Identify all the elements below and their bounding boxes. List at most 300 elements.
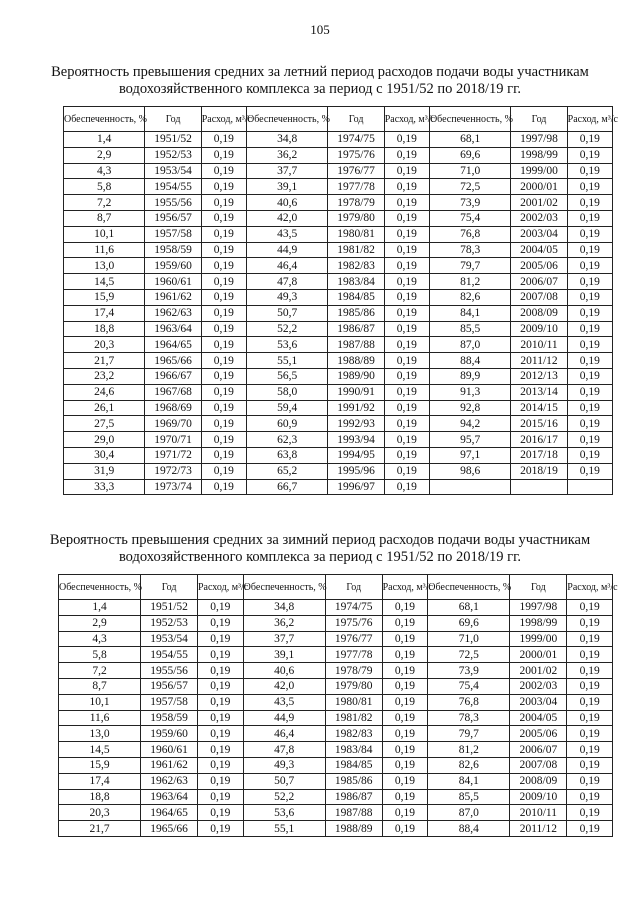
flow-cell: 0,19 bbox=[201, 432, 246, 448]
probability-cell: 56,5 bbox=[246, 368, 327, 384]
year-cell: 1960/61 bbox=[141, 742, 198, 758]
flow-cell: 0,19 bbox=[567, 416, 612, 432]
flow-cell: 0,19 bbox=[567, 384, 612, 400]
col-header-flow: Расход, м³/с bbox=[567, 575, 613, 600]
table-row bbox=[64, 274, 613, 290]
year-cell: 2006/07 bbox=[510, 742, 567, 758]
flow-cell: 0,19 bbox=[382, 600, 428, 616]
year-cell: 1977/78 bbox=[328, 179, 384, 195]
flow-cell: 0,19 bbox=[201, 463, 246, 479]
year-cell: 1976/77 bbox=[328, 163, 384, 179]
year-cell: 1996/97 bbox=[328, 479, 384, 495]
probability-cell: 11,6 bbox=[64, 242, 145, 258]
probability-cell: 88,4 bbox=[429, 353, 510, 369]
flow-cell: 0,19 bbox=[197, 789, 243, 805]
table-row bbox=[59, 805, 613, 821]
flow-cell: 0,19 bbox=[201, 210, 246, 226]
flow-cell: 0,19 bbox=[201, 195, 246, 211]
flow-cell: 0,19 bbox=[197, 647, 243, 663]
flow-cell: 0,19 bbox=[567, 368, 612, 384]
year-cell: 1984/85 bbox=[328, 289, 384, 305]
flow-cell: 0,19 bbox=[567, 321, 612, 337]
flow-cell: 0,19 bbox=[384, 321, 429, 337]
table-row bbox=[59, 631, 613, 647]
probability-cell: 42,0 bbox=[246, 210, 327, 226]
flow-cell: 0,19 bbox=[197, 600, 243, 616]
probability-cell: 84,1 bbox=[429, 305, 510, 321]
year-cell: 1957/58 bbox=[145, 226, 201, 242]
flow-cell: 0,19 bbox=[567, 163, 612, 179]
flow-cell: 0,19 bbox=[567, 757, 613, 773]
year-cell: 1990/91 bbox=[328, 384, 384, 400]
year-cell: 1971/72 bbox=[145, 447, 201, 463]
flow-cell: 0,19 bbox=[384, 210, 429, 226]
probability-cell: 37,7 bbox=[246, 163, 327, 179]
flow-cell: 0,19 bbox=[201, 416, 246, 432]
probability-cell: 65,2 bbox=[246, 463, 327, 479]
winter-title-line-2: водохозяйственного комплекса за период с 1951/52 по 2018/19 гг. bbox=[118, 549, 522, 565]
probability-cell: 29,0 bbox=[64, 432, 145, 448]
year-cell: 2007/08 bbox=[510, 757, 567, 773]
flow-cell: 0,19 bbox=[384, 368, 429, 384]
summer-table-body bbox=[64, 132, 613, 495]
probability-cell: 84,1 bbox=[428, 773, 510, 789]
year-cell: 1964/65 bbox=[145, 337, 201, 353]
winter-table-body bbox=[59, 600, 613, 837]
flow-cell: 0,19 bbox=[382, 615, 428, 631]
probability-cell: 52,2 bbox=[246, 321, 327, 337]
probability-cell: 95,7 bbox=[429, 432, 510, 448]
col-header-year: Год bbox=[325, 575, 382, 600]
flow-cell: 0,19 bbox=[567, 432, 612, 448]
probability-cell: 82,6 bbox=[429, 289, 510, 305]
year-cell: 2004/05 bbox=[511, 242, 567, 258]
flow-cell: 0,19 bbox=[384, 432, 429, 448]
year-cell: 1958/59 bbox=[145, 242, 201, 258]
probability-cell: 87,0 bbox=[428, 805, 510, 821]
probability-cell: 42,0 bbox=[243, 678, 325, 694]
year-cell: 1974/75 bbox=[328, 132, 384, 148]
year-cell bbox=[511, 479, 567, 495]
col-header-probability: Обеспеченность, % bbox=[59, 575, 141, 600]
year-cell: 1989/90 bbox=[328, 368, 384, 384]
col-header-flow: Расход, м³/с bbox=[384, 107, 429, 132]
year-cell: 1987/88 bbox=[328, 337, 384, 353]
flow-cell: 0,19 bbox=[567, 447, 612, 463]
year-cell: 1965/66 bbox=[141, 821, 198, 837]
year-cell: 1994/95 bbox=[328, 447, 384, 463]
probability-cell: 78,3 bbox=[429, 242, 510, 258]
year-cell: 2006/07 bbox=[511, 274, 567, 290]
year-cell: 1963/64 bbox=[145, 321, 201, 337]
probability-cell: 87,0 bbox=[429, 337, 510, 353]
probability-cell: 91,3 bbox=[429, 384, 510, 400]
year-cell: 1986/87 bbox=[325, 789, 382, 805]
flow-cell: 0,19 bbox=[382, 726, 428, 742]
table-row bbox=[59, 663, 613, 679]
probability-cell: 71,0 bbox=[428, 631, 510, 647]
probability-cell: 7,2 bbox=[64, 195, 145, 211]
flow-cell: 0,19 bbox=[567, 600, 613, 616]
year-cell: 1982/83 bbox=[325, 726, 382, 742]
flow-cell: 0,19 bbox=[197, 678, 243, 694]
flow-cell: 0,19 bbox=[382, 821, 428, 837]
year-cell: 1959/60 bbox=[145, 258, 201, 274]
probability-cell: 73,9 bbox=[429, 195, 510, 211]
probability-cell: 46,4 bbox=[246, 258, 327, 274]
year-cell: 2009/10 bbox=[511, 321, 567, 337]
probability-cell: 21,7 bbox=[59, 821, 141, 837]
probability-cell: 40,6 bbox=[243, 663, 325, 679]
flow-cell: 0,19 bbox=[201, 479, 246, 495]
year-cell: 1951/52 bbox=[141, 600, 198, 616]
year-cell: 1978/79 bbox=[325, 663, 382, 679]
probability-cell: 71,0 bbox=[429, 163, 510, 179]
year-cell: 1988/89 bbox=[325, 821, 382, 837]
year-cell: 1997/98 bbox=[511, 132, 567, 148]
year-cell: 1998/99 bbox=[511, 147, 567, 163]
probability-cell: 58,0 bbox=[246, 384, 327, 400]
probability-cell: 37,7 bbox=[243, 631, 325, 647]
col-header-probability: Обеспеченность, % bbox=[64, 107, 145, 132]
year-cell: 1993/94 bbox=[328, 432, 384, 448]
probability-cell: 17,4 bbox=[59, 773, 141, 789]
year-cell: 1980/81 bbox=[328, 226, 384, 242]
probability-cell: 50,7 bbox=[246, 305, 327, 321]
probability-cell: 69,6 bbox=[428, 615, 510, 631]
flow-cell: 0,19 bbox=[197, 663, 243, 679]
year-cell: 1997/98 bbox=[510, 600, 567, 616]
year-cell: 2007/08 bbox=[511, 289, 567, 305]
probability-cell: 52,2 bbox=[243, 789, 325, 805]
flow-cell: 0,19 bbox=[384, 479, 429, 495]
table-row bbox=[59, 600, 613, 616]
probability-cell: 62,3 bbox=[246, 432, 327, 448]
probability-cell: 5,8 bbox=[59, 647, 141, 663]
col-header-flow: Расход, м³/с bbox=[201, 107, 246, 132]
year-cell: 2005/06 bbox=[511, 258, 567, 274]
flow-cell: 0,19 bbox=[567, 821, 613, 837]
year-cell: 1982/83 bbox=[328, 258, 384, 274]
probability-cell: 20,3 bbox=[59, 805, 141, 821]
table-row bbox=[64, 195, 613, 211]
probability-cell bbox=[429, 479, 510, 495]
flow-cell: 0,19 bbox=[567, 226, 612, 242]
year-cell: 2008/09 bbox=[510, 773, 567, 789]
year-cell: 2003/04 bbox=[511, 226, 567, 242]
table-row bbox=[59, 789, 613, 805]
col-header-year: Год bbox=[511, 107, 567, 132]
probability-cell: 43,5 bbox=[243, 694, 325, 710]
year-cell: 1968/69 bbox=[145, 400, 201, 416]
year-cell: 1977/78 bbox=[325, 647, 382, 663]
year-cell: 2016/17 bbox=[511, 432, 567, 448]
year-cell: 1953/54 bbox=[141, 631, 198, 647]
flow-cell: 0,19 bbox=[384, 400, 429, 416]
flow-cell: 0,19 bbox=[201, 258, 246, 274]
year-cell: 1969/70 bbox=[145, 416, 201, 432]
probability-cell: 4,3 bbox=[59, 631, 141, 647]
year-cell: 1981/82 bbox=[328, 242, 384, 258]
probability-cell: 40,6 bbox=[246, 195, 327, 211]
flow-cell: 0,19 bbox=[567, 742, 613, 758]
probability-cell: 36,2 bbox=[246, 147, 327, 163]
year-cell: 1962/63 bbox=[145, 305, 201, 321]
flow-cell: 0,19 bbox=[201, 226, 246, 242]
table-row bbox=[59, 647, 613, 663]
probability-cell: 69,6 bbox=[429, 147, 510, 163]
probability-cell: 24,6 bbox=[64, 384, 145, 400]
probability-cell: 1,4 bbox=[59, 600, 141, 616]
year-cell: 2005/06 bbox=[510, 726, 567, 742]
flow-cell: 0,19 bbox=[567, 631, 613, 647]
table-row bbox=[64, 242, 613, 258]
year-cell: 2003/04 bbox=[510, 694, 567, 710]
year-cell: 1967/68 bbox=[145, 384, 201, 400]
year-cell: 1959/60 bbox=[141, 726, 198, 742]
table-row bbox=[59, 694, 613, 710]
year-cell: 1952/53 bbox=[141, 615, 198, 631]
col-header-year: Год bbox=[510, 575, 567, 600]
flow-cell: 0,19 bbox=[382, 742, 428, 758]
probability-cell: 55,1 bbox=[243, 821, 325, 837]
probability-cell: 33,3 bbox=[64, 479, 145, 495]
flow-cell bbox=[567, 479, 612, 495]
probability-cell: 8,7 bbox=[59, 678, 141, 694]
year-cell: 2011/12 bbox=[510, 821, 567, 837]
flow-cell: 0,19 bbox=[384, 147, 429, 163]
flow-cell: 0,19 bbox=[567, 289, 612, 305]
year-cell: 1964/65 bbox=[141, 805, 198, 821]
year-cell: 1973/74 bbox=[145, 479, 201, 495]
flow-cell: 0,19 bbox=[382, 773, 428, 789]
flow-cell: 0,19 bbox=[382, 757, 428, 773]
probability-cell: 53,6 bbox=[246, 337, 327, 353]
table-row bbox=[64, 368, 613, 384]
year-cell: 1991/92 bbox=[328, 400, 384, 416]
flow-cell: 0,19 bbox=[384, 132, 429, 148]
probability-cell: 88,4 bbox=[428, 821, 510, 837]
table-row bbox=[59, 710, 613, 726]
probability-cell: 92,8 bbox=[429, 400, 510, 416]
col-header-flow: Расход, м³/с bbox=[197, 575, 243, 600]
year-cell: 1975/76 bbox=[325, 615, 382, 631]
probability-cell: 82,6 bbox=[428, 757, 510, 773]
probability-cell: 85,5 bbox=[428, 789, 510, 805]
year-cell: 1955/56 bbox=[141, 663, 198, 679]
flow-cell: 0,19 bbox=[201, 305, 246, 321]
probability-cell: 46,4 bbox=[243, 726, 325, 742]
flow-cell: 0,19 bbox=[567, 647, 613, 663]
year-cell: 2017/18 bbox=[511, 447, 567, 463]
flow-cell: 0,19 bbox=[384, 289, 429, 305]
probability-cell: 8,7 bbox=[64, 210, 145, 226]
table-row bbox=[64, 305, 613, 321]
probability-cell: 75,4 bbox=[429, 210, 510, 226]
year-cell: 1985/86 bbox=[328, 305, 384, 321]
probability-cell: 66,7 bbox=[246, 479, 327, 495]
probability-cell: 68,1 bbox=[428, 600, 510, 616]
col-header-flow: Расход, м³/с bbox=[567, 107, 612, 132]
flow-cell: 0,19 bbox=[382, 663, 428, 679]
table-row bbox=[64, 337, 613, 353]
probability-cell: 27,5 bbox=[64, 416, 145, 432]
probability-cell: 97,1 bbox=[429, 447, 510, 463]
year-cell: 1983/84 bbox=[328, 274, 384, 290]
flow-cell: 0,19 bbox=[201, 447, 246, 463]
year-cell: 2018/19 bbox=[511, 463, 567, 479]
year-cell: 1986/87 bbox=[328, 321, 384, 337]
table-row bbox=[59, 726, 613, 742]
probability-cell: 14,5 bbox=[64, 274, 145, 290]
table-row bbox=[64, 147, 613, 163]
probability-cell: 13,0 bbox=[64, 258, 145, 274]
table-row bbox=[64, 179, 613, 195]
probability-cell: 39,1 bbox=[246, 179, 327, 195]
year-cell: 2010/11 bbox=[511, 337, 567, 353]
probability-cell: 43,5 bbox=[246, 226, 327, 242]
flow-cell: 0,19 bbox=[567, 710, 613, 726]
flow-cell: 0,19 bbox=[197, 805, 243, 821]
summer-title-line-1: Вероятность превышения средних за летний период расходов подачи воды участникам bbox=[51, 64, 589, 80]
year-cell: 1954/55 bbox=[141, 647, 198, 663]
flow-cell: 0,19 bbox=[567, 132, 612, 148]
flow-cell: 0,19 bbox=[384, 447, 429, 463]
summer-table-title bbox=[40, 64, 600, 98]
year-cell: 1957/58 bbox=[141, 694, 198, 710]
probability-cell: 68,1 bbox=[429, 132, 510, 148]
flow-cell: 0,19 bbox=[197, 821, 243, 837]
year-cell: 1958/59 bbox=[141, 710, 198, 726]
year-cell: 2012/13 bbox=[511, 368, 567, 384]
probability-cell: 15,9 bbox=[59, 757, 141, 773]
probability-cell: 36,2 bbox=[243, 615, 325, 631]
table-row bbox=[59, 757, 613, 773]
flow-cell: 0,19 bbox=[382, 710, 428, 726]
flow-cell: 0,19 bbox=[384, 416, 429, 432]
flow-cell: 0,19 bbox=[567, 147, 612, 163]
table-row bbox=[64, 353, 613, 369]
flow-cell: 0,19 bbox=[384, 463, 429, 479]
probability-cell: 72,5 bbox=[428, 647, 510, 663]
year-cell: 1999/00 bbox=[510, 631, 567, 647]
flow-cell: 0,19 bbox=[567, 694, 613, 710]
winter-table-title bbox=[40, 532, 600, 566]
table-row bbox=[64, 479, 613, 495]
flow-cell: 0,19 bbox=[201, 321, 246, 337]
summer-title-line-2: водохозяйственного комплекса за период с 1951/52 по 2018/19 гг. bbox=[118, 81, 522, 97]
flow-cell: 0,19 bbox=[197, 694, 243, 710]
flow-cell: 0,19 bbox=[567, 195, 612, 211]
flow-cell: 0,19 bbox=[567, 615, 613, 631]
flow-cell: 0,19 bbox=[382, 631, 428, 647]
year-cell: 1984/85 bbox=[325, 757, 382, 773]
flow-cell: 0,19 bbox=[567, 789, 613, 805]
year-cell: 1955/56 bbox=[145, 195, 201, 211]
year-cell: 1962/63 bbox=[141, 773, 198, 789]
table-row bbox=[64, 463, 613, 479]
year-cell: 2013/14 bbox=[511, 384, 567, 400]
flow-cell: 0,19 bbox=[197, 726, 243, 742]
year-cell: 1999/00 bbox=[511, 163, 567, 179]
probability-cell: 2,9 bbox=[64, 147, 145, 163]
table-row bbox=[64, 210, 613, 226]
probability-cell: 76,8 bbox=[428, 694, 510, 710]
probability-cell: 47,8 bbox=[246, 274, 327, 290]
table-row bbox=[64, 447, 613, 463]
probability-cell: 44,9 bbox=[246, 242, 327, 258]
year-cell: 1972/73 bbox=[145, 463, 201, 479]
flow-cell: 0,19 bbox=[384, 384, 429, 400]
probability-cell: 18,8 bbox=[59, 789, 141, 805]
probability-cell: 72,5 bbox=[429, 179, 510, 195]
probability-cell: 79,7 bbox=[429, 258, 510, 274]
probability-cell: 49,3 bbox=[243, 757, 325, 773]
flow-cell: 0,19 bbox=[197, 773, 243, 789]
table-row bbox=[64, 226, 613, 242]
flow-cell: 0,19 bbox=[567, 773, 613, 789]
flow-cell: 0,19 bbox=[201, 163, 246, 179]
year-cell: 2002/03 bbox=[510, 678, 567, 694]
year-cell: 1961/62 bbox=[145, 289, 201, 305]
year-cell: 2009/10 bbox=[510, 789, 567, 805]
col-header-flow: Расход, м³/с bbox=[382, 575, 428, 600]
probability-cell: 7,2 bbox=[59, 663, 141, 679]
year-cell: 2015/16 bbox=[511, 416, 567, 432]
year-cell: 1992/93 bbox=[328, 416, 384, 432]
probability-cell: 10,1 bbox=[59, 694, 141, 710]
probability-cell: 4,3 bbox=[64, 163, 145, 179]
table-row bbox=[64, 258, 613, 274]
year-cell: 2001/02 bbox=[511, 195, 567, 211]
table-row bbox=[59, 615, 613, 631]
flow-cell: 0,19 bbox=[201, 337, 246, 353]
year-cell: 2000/01 bbox=[510, 647, 567, 663]
year-cell: 2010/11 bbox=[510, 805, 567, 821]
flow-cell: 0,19 bbox=[201, 353, 246, 369]
flow-cell: 0,19 bbox=[201, 368, 246, 384]
probability-cell: 17,4 bbox=[64, 305, 145, 321]
flow-cell: 0,19 bbox=[567, 305, 612, 321]
flow-cell: 0,19 bbox=[384, 226, 429, 242]
probability-cell: 94,2 bbox=[429, 416, 510, 432]
year-cell: 1980/81 bbox=[325, 694, 382, 710]
flow-cell: 0,19 bbox=[197, 742, 243, 758]
flow-cell: 0,19 bbox=[567, 726, 613, 742]
year-cell: 1981/82 bbox=[325, 710, 382, 726]
flow-cell: 0,19 bbox=[384, 274, 429, 290]
flow-cell: 0,19 bbox=[201, 147, 246, 163]
table-row bbox=[64, 132, 613, 148]
table-row bbox=[64, 416, 613, 432]
probability-cell: 75,4 bbox=[428, 678, 510, 694]
probability-cell: 15,9 bbox=[64, 289, 145, 305]
year-cell: 2014/15 bbox=[511, 400, 567, 416]
year-cell: 1966/67 bbox=[145, 368, 201, 384]
col-header-year: Год bbox=[141, 575, 198, 600]
summer-probability-table bbox=[63, 106, 618, 495]
year-cell: 1956/57 bbox=[141, 678, 198, 694]
probability-cell: 21,7 bbox=[64, 353, 145, 369]
probability-cell: 44,9 bbox=[243, 710, 325, 726]
probability-cell: 81,2 bbox=[429, 274, 510, 290]
year-cell: 1978/79 bbox=[328, 195, 384, 211]
probability-cell: 79,7 bbox=[428, 726, 510, 742]
year-cell: 1970/71 bbox=[145, 432, 201, 448]
year-cell: 1951/52 bbox=[145, 132, 201, 148]
table-row bbox=[59, 773, 613, 789]
year-cell: 1979/80 bbox=[328, 210, 384, 226]
